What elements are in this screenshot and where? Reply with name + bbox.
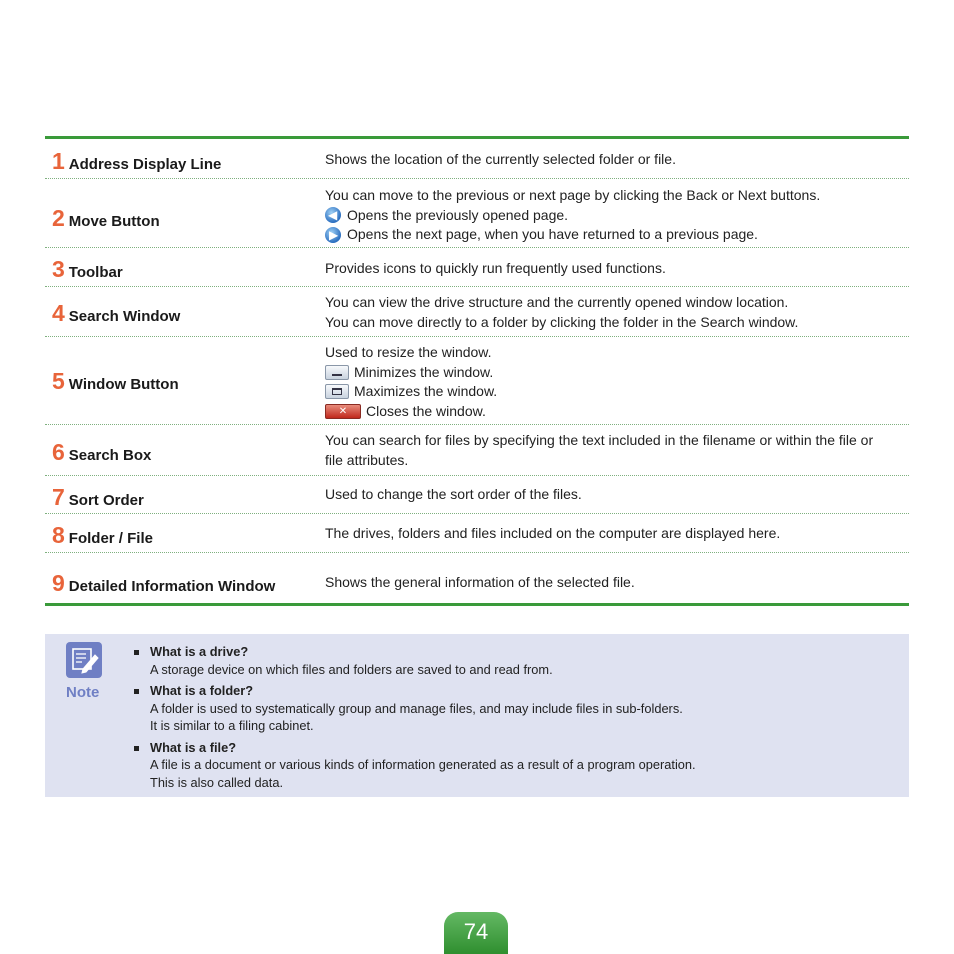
note-label: Note — [66, 684, 100, 701]
table-row-move-button — [45, 179, 909, 248]
note-item-drive — [132, 643, 892, 678]
maximize-line — [325, 382, 900, 402]
note-answer: This is also called data. — [150, 774, 284, 790]
description-line: Used to change the sort order of the files. — [325, 486, 582, 502]
note-pencil-icon — [66, 642, 102, 678]
description-line: You can view the drive structure and the currently opened window location. — [325, 294, 789, 310]
term-label: Search Window — [68, 308, 181, 325]
table-row-detailed-information-window — [45, 553, 909, 603]
note-item-file — [132, 739, 892, 792]
description-line: file attributes. — [325, 451, 409, 468]
term-label: Address Display Line — [68, 156, 222, 173]
item-number: 7 — [52, 484, 65, 510]
term-label: Detailed Information Window — [68, 578, 276, 595]
next-line — [325, 225, 900, 245]
note-item-folder — [132, 682, 892, 735]
term-label: Move Button — [68, 213, 160, 230]
term-label: Toolbar — [68, 264, 123, 281]
table-row-toolbar — [45, 248, 909, 287]
description — [325, 259, 900, 279]
table-row-sort-order — [45, 476, 909, 514]
description-line: You can search for files by specifying the text included in the filename or within the file or — [325, 432, 874, 448]
term-label: Search Box — [68, 447, 152, 464]
description — [325, 150, 900, 170]
item-number: 5 — [52, 368, 65, 394]
description-line: Provides icons to quickly run frequently used functions. — [325, 260, 666, 276]
description — [325, 293, 900, 332]
term-address-display-line — [52, 148, 221, 175]
term-window-button — [52, 368, 179, 395]
note-answer: A file is a document or various kinds of information generated as a result of a program operation. — [150, 757, 696, 772]
description-table — [45, 136, 909, 606]
description-line: Opens the previously opened page. — [347, 206, 569, 223]
note-question: What is a drive? — [150, 644, 249, 659]
description-line: The drives, folders and files included on the computer are displayed here. — [325, 525, 781, 541]
page-number-tab — [444, 912, 508, 954]
note-answer: A folder is used to systematically group and manage files, and may include files in sub-folders. — [150, 700, 683, 716]
table-row-search-window — [45, 287, 909, 337]
description-line: Maximizes the window. — [354, 383, 498, 399]
back-line — [325, 206, 900, 226]
back-arrow-icon: ◀ — [325, 207, 341, 223]
table-row-window-button — [45, 337, 909, 425]
minimize-button-icon — [325, 365, 349, 380]
term-label: Folder / File — [68, 530, 153, 547]
minimize-line — [325, 363, 900, 383]
item-number: 2 — [52, 205, 65, 231]
description — [325, 485, 900, 505]
table-row-address-display-line — [45, 139, 909, 179]
description-line: Shows the location of the currently selected folder or file. — [325, 151, 676, 167]
table-row-folder-file — [45, 514, 909, 553]
table-row-search-box — [45, 425, 909, 476]
description-line: You can move directly to a folder by clicking the folder in the Search window. — [325, 313, 799, 330]
bullet-icon — [134, 746, 139, 751]
item-number: 4 — [52, 300, 65, 326]
close-line — [325, 402, 900, 422]
term-detailed-information-window — [52, 570, 275, 597]
description — [325, 186, 900, 245]
close-button-icon: ✕ — [325, 404, 361, 419]
note-items — [132, 643, 892, 795]
term-move-button — [52, 205, 160, 232]
description-line: Minimizes the window. — [354, 363, 494, 380]
item-number: 6 — [52, 439, 65, 465]
item-number: 1 — [52, 148, 65, 174]
next-arrow-icon: ▶ — [325, 227, 341, 243]
description-line: Closes the window. — [366, 402, 486, 419]
description — [325, 431, 900, 470]
description — [325, 343, 900, 421]
term-sort-order — [52, 484, 144, 511]
bullet-icon — [134, 650, 139, 655]
description-line: Opens the next page, when you have returned to a previous page. — [347, 226, 758, 242]
description-line: Shows the general information of the selected file. — [325, 574, 635, 590]
term-toolbar — [52, 256, 123, 283]
page-number: 74 — [463, 919, 489, 944]
bullet-icon — [134, 689, 139, 694]
maximize-button-icon — [325, 384, 349, 399]
term-search-window — [52, 300, 180, 327]
description-line: Used to resize the window. — [325, 344, 492, 360]
note-answer: It is similar to a filing cabinet. — [150, 718, 314, 733]
term-folder-file — [52, 522, 153, 549]
note-question: What is a folder? — [150, 683, 254, 698]
note-box — [45, 634, 909, 797]
description — [325, 573, 900, 593]
description — [325, 524, 900, 544]
term-search-box — [52, 439, 151, 466]
description-line: You can move to the previous or next page by clicking the Back or Next buttons. — [325, 187, 821, 203]
note-question: What is a file? — [150, 739, 237, 755]
item-number: 9 — [52, 570, 65, 596]
term-label: Sort Order — [68, 492, 144, 509]
item-number: 3 — [52, 256, 65, 282]
note-answer: A storage device on which files and folders are saved to and read from. — [150, 661, 553, 677]
item-number: 8 — [52, 522, 65, 548]
term-label: Window Button — [68, 376, 179, 393]
